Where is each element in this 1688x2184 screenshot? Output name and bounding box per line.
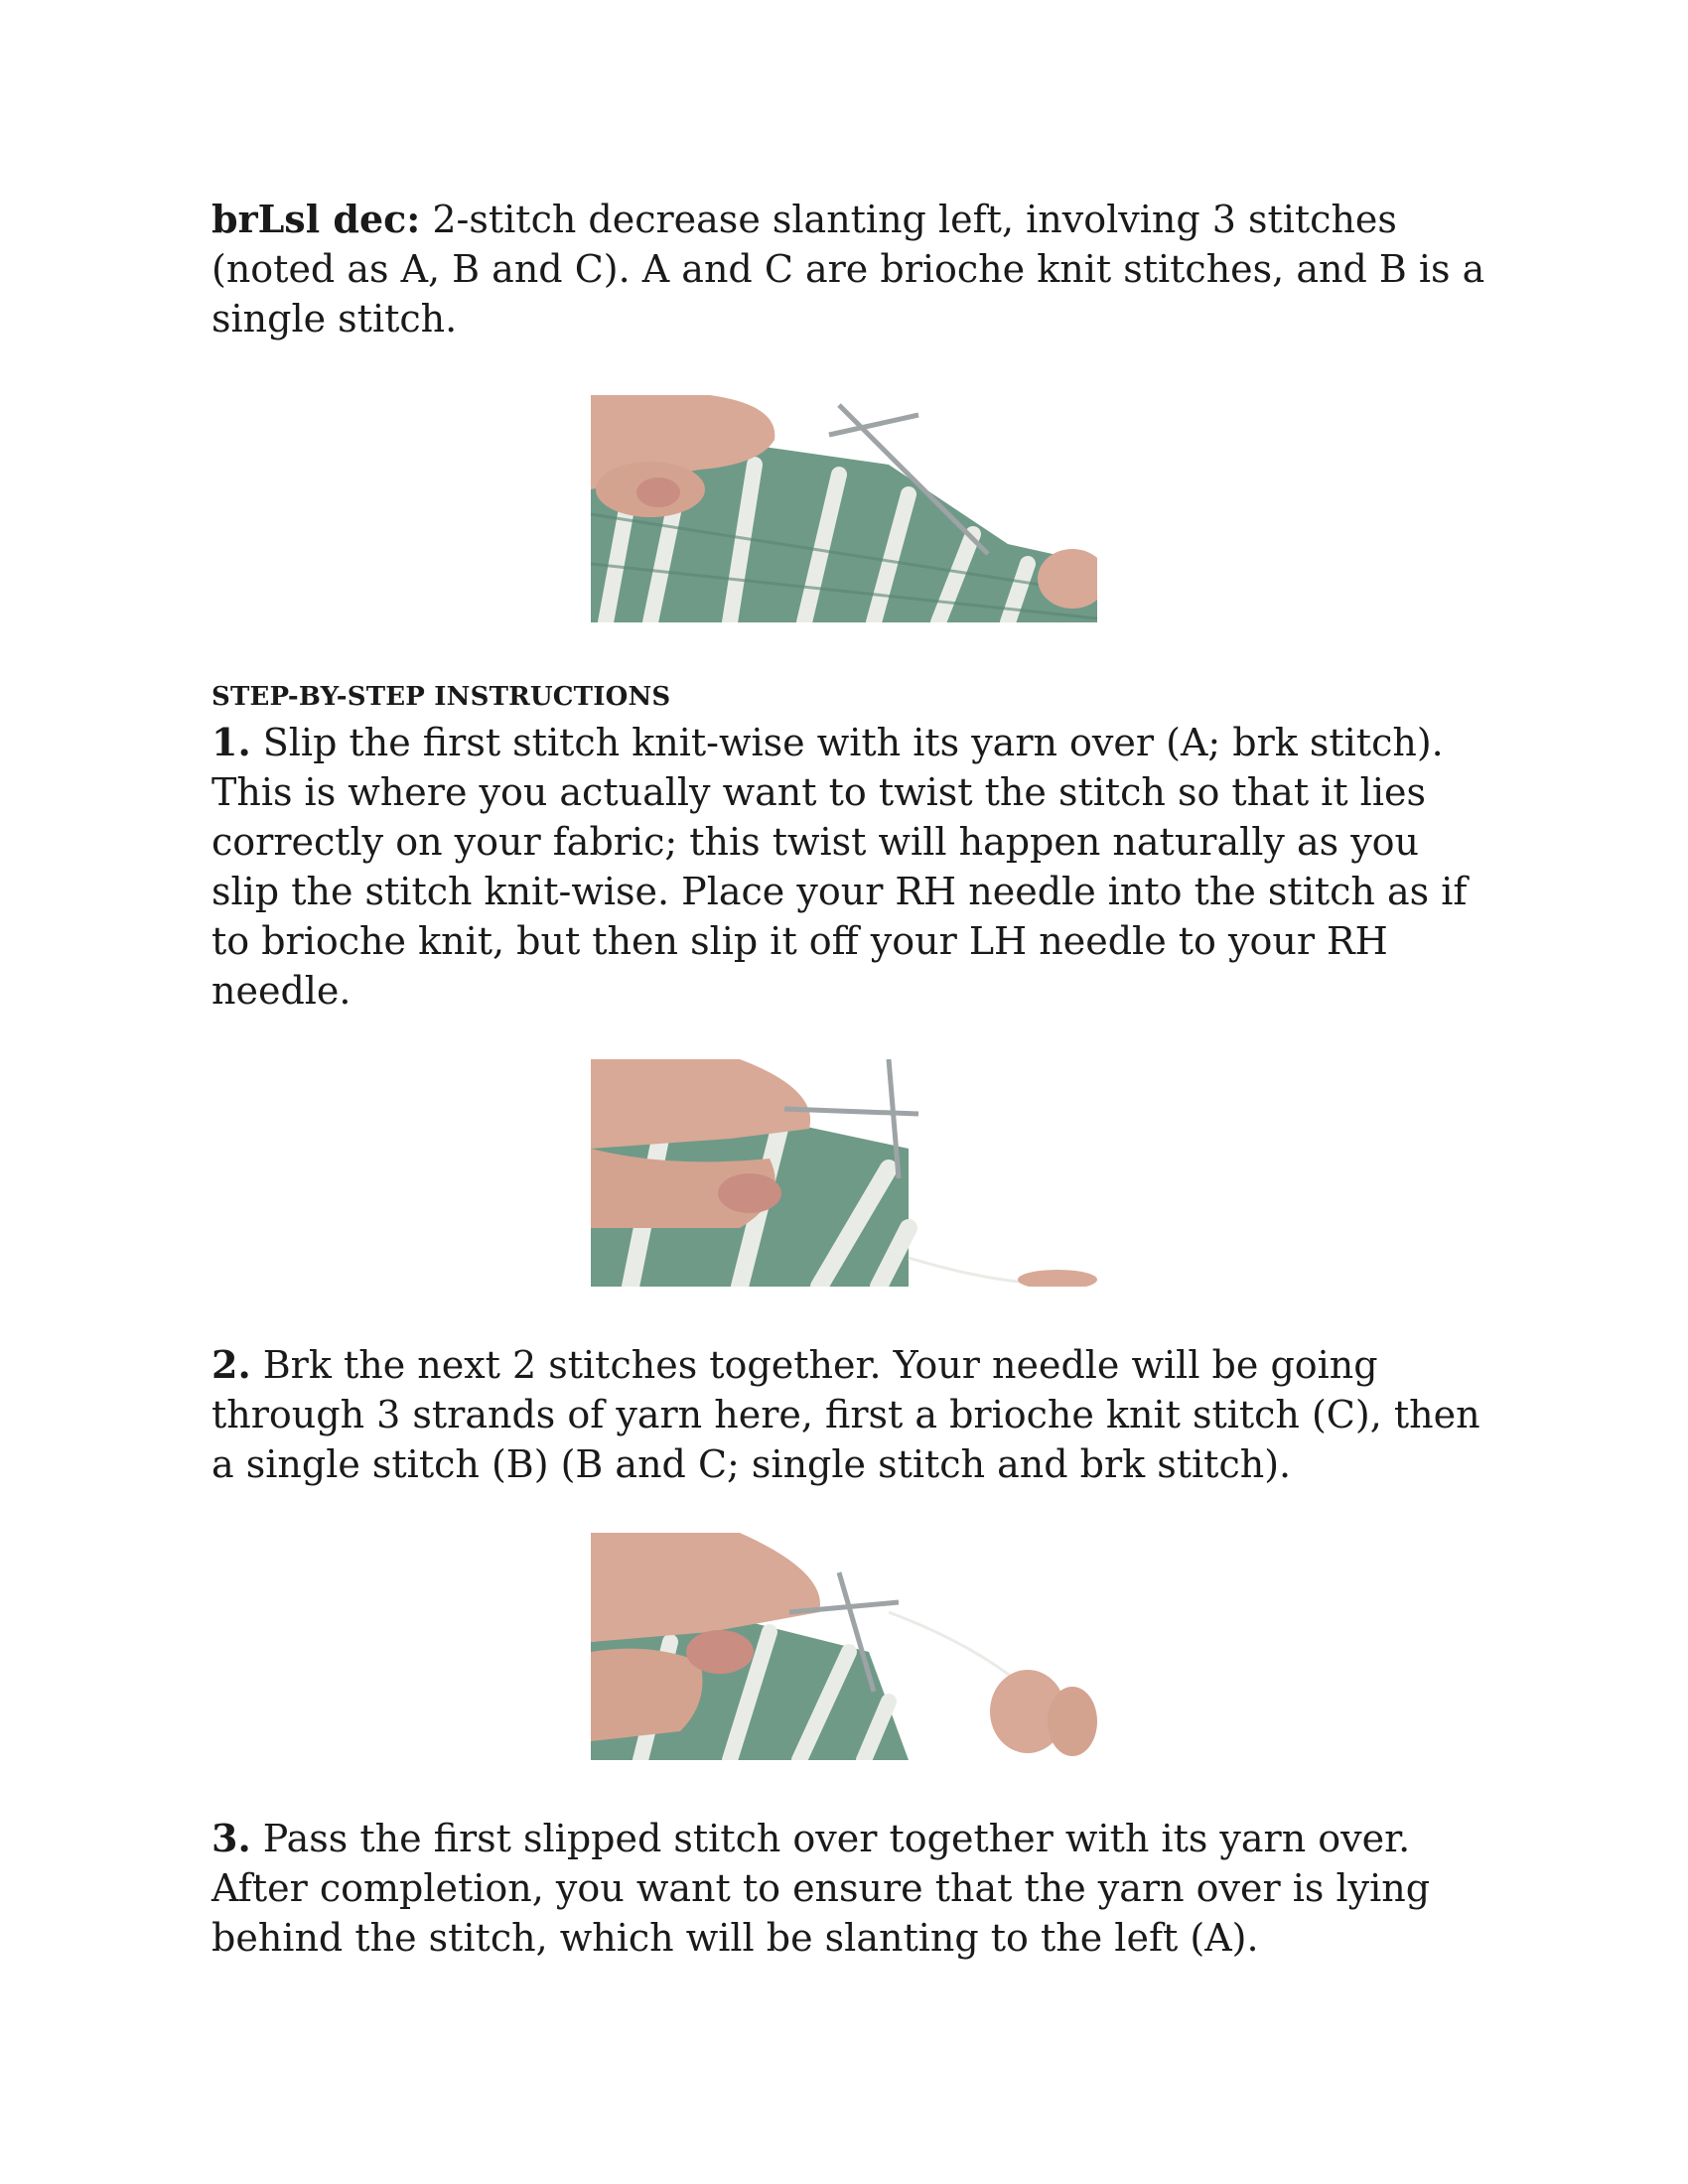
step-number: 2. [211,1342,251,1387]
instruction-page [211,195,1492,1963]
term-definition: 2-stitch decrease slanting left, involving 3 stitches (noted as A, B and C). A and C are brioche knit stitches, and B is a single stitch. [211,198,1485,341]
step-2-paragraph [211,1340,1492,1489]
section-heading: STEP-BY-STEP INSTRUCTIONS [211,682,671,712]
intro-paragraph [211,195,1492,343]
term-label: brLsl dec: [211,197,421,241]
step-number: 1. [211,720,251,764]
knitting-photo-icon [591,395,1097,622]
step-number: 3. [211,1816,251,1860]
knitting-photo-icon [591,1533,1097,1760]
step-text: Pass the first slipped stitch over together with its yarn over. After completion, you want to ensure that the yarn over is lying behind the stitch, which will be slanting to the left (A). [211,1817,1431,1960]
step-3-paragraph [211,1814,1492,1963]
step-1-paragraph [211,718,1492,1016]
knitting-photo-icon [591,1059,1097,1287]
step-text: Brk the next 2 stitches together. Your needle will be going through 3 strands of yarn here, first a brioche knit stitch (C), then a single stitch (B) (B and C; single stitch and brk stitch). [211,1343,1480,1486]
knitting-photo-step-1 [591,1059,1097,1287]
knitting-photo-step-2 [591,1533,1097,1760]
knitting-photo-decrease-overview [591,395,1097,622]
step-text: Slip the first stitch knit-wise with its yarn over (A; brk stitch). This is where you actually want to twist the stitch so that it lies correctly on your fabric; this twist will happen naturally as you slip the stitch knit-wise. Place your RH needle into the stitch as if to brioche knit, but then slip it off your LH needle to your RH needle. [211,721,1468,1013]
